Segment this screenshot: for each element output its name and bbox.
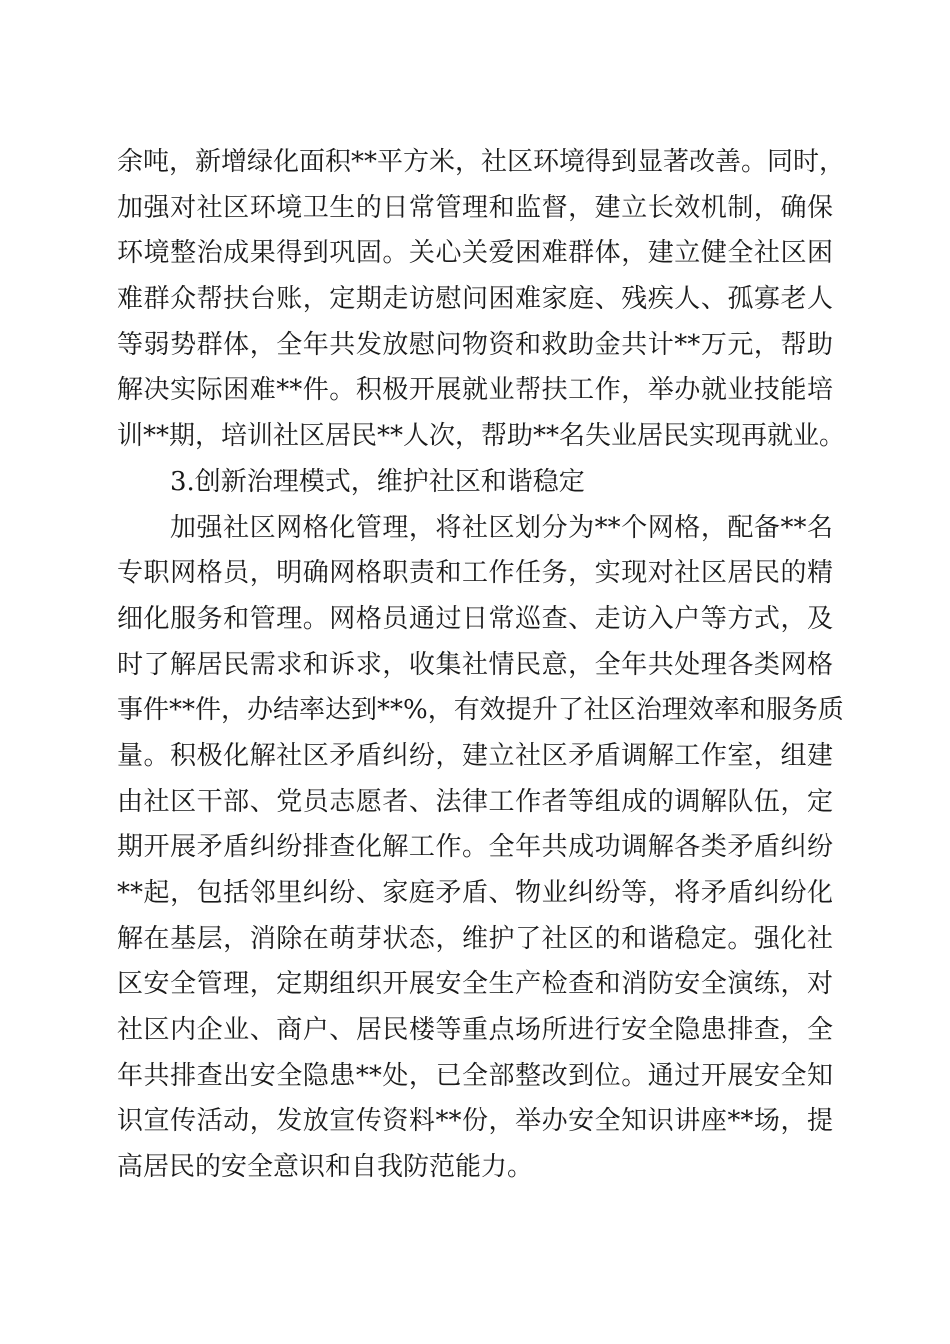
text-line: 时了解居民需求和诉求，收集社情民意，全年共处理各类网格 — [117, 649, 833, 680]
text-line: 年共排查出安全隐患**处，已全部整改到位。通过开展安全知 — [117, 1060, 833, 1091]
section-heading: 3.创新治理模式，维护社区和谐稳定 — [170, 466, 585, 497]
text-line: 加强对社区环境卫生的日常管理和监督，建立长效机制，确保 — [117, 192, 833, 223]
text-line: 期开展矛盾纠纷排查化解工作。全年共成功调解各类矛盾纠纷 — [117, 832, 833, 863]
text-line: 解决实际困难**件。积极开展就业帮扶工作，举办就业技能培 — [117, 375, 833, 406]
text-line: 加强社区网格化管理，将社区划分为**个网格，配备**名 — [170, 512, 833, 543]
text-line: 解在基层，消除在萌芽状态，维护了社区的和谐稳定。强化社 — [117, 923, 833, 954]
text-line: 难群众帮扶台账，定期走访慰问困难家庭、残疾人、孤寡老人 — [117, 284, 833, 315]
text-line: 训**期，培训社区居民**人次，帮助**名失业居民实现再就业。 — [117, 421, 846, 452]
text-line: **起，包括邻里纠纷、家庭矛盾、物业纠纷等，将矛盾纠纷化 — [117, 878, 833, 908]
text-line: 事件**件，办结率达到**%，有效提升了社区治理效率和服务质 — [117, 695, 844, 726]
text-line: 细化服务和管理。网格员通过日常巡查、走访入户等方式，及 — [117, 603, 833, 634]
text-line: 高居民的安全意识和自我防范能力。 — [117, 1152, 534, 1183]
paragraph-governance — [117, 506, 844, 1191]
text-line: 社区内企业、商户、居民楼等重点场所进行安全隐患排查，全 — [117, 1015, 833, 1046]
document-body — [117, 140, 846, 1191]
text-line: 识宣传活动，发放宣传资料**份，举办安全知识讲座**场，提 — [117, 1106, 833, 1137]
text-line: 区安全管理，定期组织开展安全生产检查和消防安全演练，对 — [117, 969, 833, 1000]
text-line: 余吨，新增绿化面积**平方米，社区环境得到显著改善。同时， — [117, 147, 846, 177]
text-line: 专职网格员，明确网格职责和工作任务，实现对社区居民的精 — [117, 558, 833, 589]
text-line: 量。积极化解社区矛盾纠纷，建立社区矛盾调解工作室，组建 — [117, 740, 833, 771]
text-line: 等弱势群体，全年共发放慰问物资和救助金共计**万元，帮助 — [117, 329, 833, 360]
text-line: 环境整治成果得到巩固。关心关爱困难群体，建立健全社区困 — [117, 238, 833, 269]
text-line: 由社区干部、党员志愿者、法律工作者等组成的调解队伍，定 — [117, 786, 833, 817]
paragraph-environment-and-assistance — [117, 140, 846, 460]
